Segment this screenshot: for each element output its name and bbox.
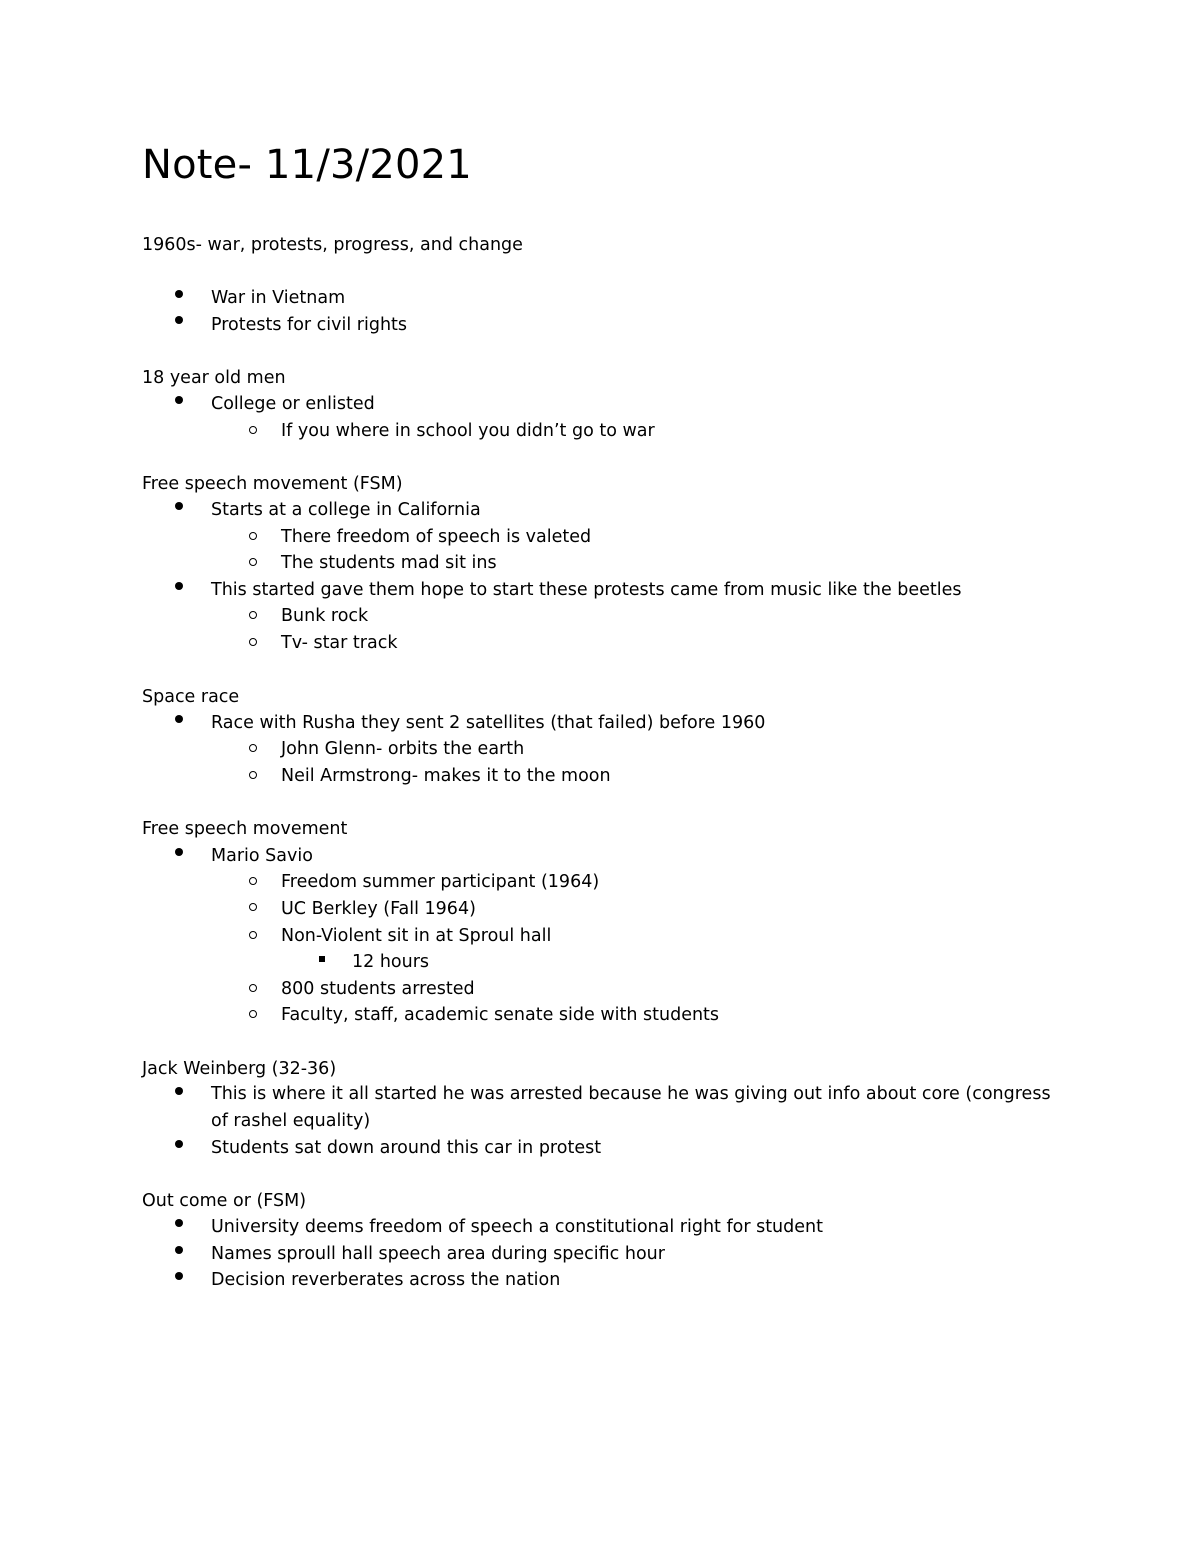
list-item: 12 hours [352, 952, 430, 972]
section-heading-fsm: Free speech movement (FSM) [142, 474, 403, 494]
bullet-dot-icon [175, 1272, 183, 1280]
bullet-circle-icon [249, 638, 257, 646]
list-item: Non-Violent sit in at Sproul hall [281, 926, 552, 946]
list-item: Protests for civil rights [211, 315, 408, 335]
list-item: John Glenn- orbits the earth [281, 739, 525, 759]
bullet-circle-icon [249, 931, 257, 939]
bullet-circle-icon [249, 744, 257, 752]
list-item: Freedom summer participant (1964) [281, 872, 600, 892]
bullet-circle-icon [249, 558, 257, 566]
bullet-dot-icon [175, 582, 183, 590]
list-item: Race with Rusha they sent 2 satellites (that failed) before 1960 [211, 713, 766, 733]
list-item: Decision reverberates across the nation [211, 1270, 561, 1290]
bullet-circle-icon [249, 877, 257, 885]
list-item: This is where it all started he was arrested because he was giving out info about core (congress of rashel equality) [211, 1084, 1051, 1131]
bullet-circle-icon [249, 611, 257, 619]
bullet-circle-icon [249, 426, 257, 434]
section-heading-space-race: Space race [142, 687, 240, 707]
bullet-dot-icon [175, 396, 183, 404]
bullet-dot-icon [175, 1087, 183, 1095]
list-item: If you where in school you didn’t go to war [281, 421, 655, 441]
bullet-square-icon [319, 956, 325, 962]
bullet-dot-icon [175, 316, 183, 324]
list-item: This started gave them hope to start these protests came from music like the beetles [211, 580, 962, 600]
bullet-dot-icon [175, 848, 183, 856]
bullet-dot-icon [175, 290, 183, 298]
section-heading-1960s: 1960s- war, protests, progress, and change [142, 235, 523, 255]
section-heading-18-year-old-men: 18 year old men [142, 368, 286, 388]
list-item: Tv- star track [281, 633, 398, 653]
section-heading-free-speech-movement: Free speech movement [142, 819, 348, 839]
bullet-circle-icon [249, 1010, 257, 1018]
list-item: Neil Armstrong- makes it to the moon [281, 766, 611, 786]
page-title: Note- 11/3/2021 [142, 142, 472, 188]
list-item: 800 students arrested [281, 979, 475, 999]
list-item: Bunk rock [281, 606, 369, 626]
list-item: War in Vietnam [211, 288, 346, 308]
list-item: Students sat down around this car in protest [211, 1138, 602, 1158]
list-item: College or enlisted [211, 394, 375, 414]
section-heading-outcome-fsm: Out come or (FSM) [142, 1191, 307, 1211]
list-item: Mario Savio [211, 846, 313, 866]
bullet-dot-icon [175, 1140, 183, 1148]
list-item: The students mad sit ins [281, 553, 497, 573]
list-item: There freedom of speech is valeted [281, 527, 592, 547]
bullet-dot-icon [175, 502, 183, 510]
bullet-dot-icon [175, 1219, 183, 1227]
bullet-dot-icon [175, 715, 183, 723]
list-item: UC Berkley (Fall 1964) [281, 899, 476, 919]
bullet-dot-icon [175, 1246, 183, 1254]
list-item: Faculty, staff, academic senate side with students [281, 1005, 720, 1025]
bullet-circle-icon [249, 903, 257, 911]
section-heading-jack-weinberg: Jack Weinberg (32-36) [142, 1059, 337, 1079]
list-item: Starts at a college in California [211, 500, 481, 520]
bullet-circle-icon [249, 532, 257, 540]
bullet-circle-icon [249, 984, 257, 992]
list-item: Names sproull hall speech area during specific hour [211, 1244, 665, 1264]
bullet-circle-icon [249, 771, 257, 779]
list-item: University deems freedom of speech a constitutional right for student [211, 1217, 823, 1237]
